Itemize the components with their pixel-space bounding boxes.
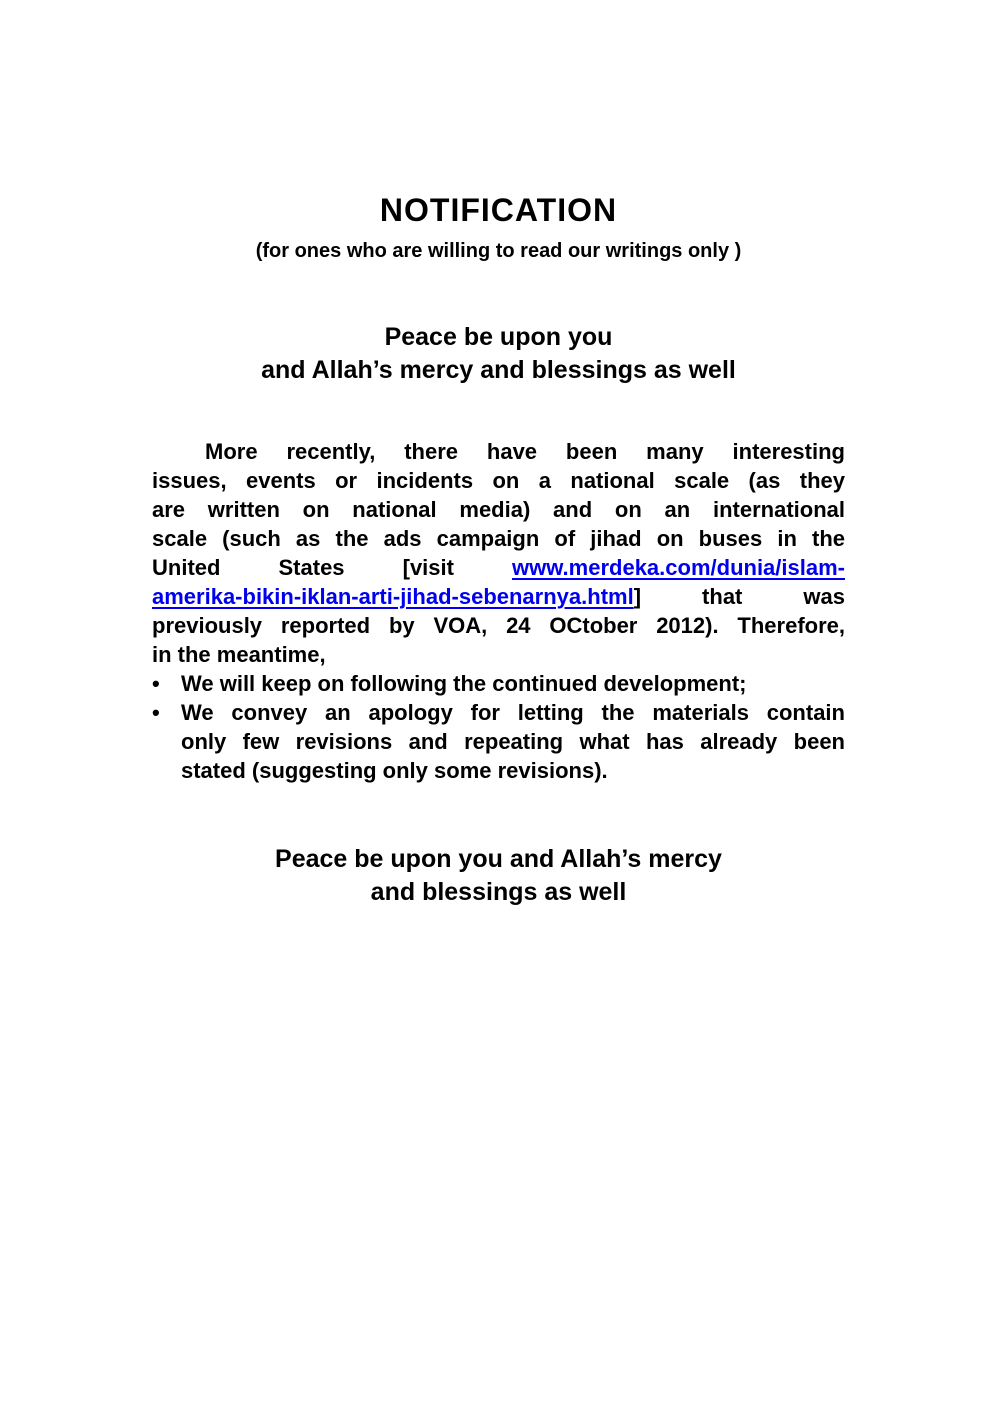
text-column bbox=[152, 192, 845, 909]
merdeka-article-link[interactable]: www.merdeka.com/dunia/islam- bbox=[512, 555, 845, 580]
paragraph-line-text: are written on national media) and on an international bbox=[152, 497, 845, 522]
bullet-icon: • bbox=[152, 671, 160, 696]
bullet-line-text: stated (suggesting only some revisions). bbox=[181, 758, 608, 783]
page-title: NOTIFICATION bbox=[379, 192, 618, 228]
paragraph-line-text: previously reported by VOA, 24 OCtober 2012). Therefore, bbox=[152, 613, 845, 638]
opening-salutation-line-2: and Allah’s mercy and blessings as well bbox=[261, 356, 736, 384]
paragraph-line bbox=[152, 437, 845, 466]
paragraph-line bbox=[152, 582, 845, 611]
closing-salutation bbox=[152, 843, 845, 909]
bullet-list bbox=[152, 669, 845, 785]
paragraph-line-text: issues, events or incidents on a national scale (as they bbox=[152, 468, 845, 493]
bullet-item bbox=[152, 698, 845, 785]
opening-salutation bbox=[152, 321, 845, 387]
bullet-item-content bbox=[181, 698, 845, 785]
paragraph-line-text: More recently, there have been many interesting bbox=[205, 439, 845, 464]
merdeka-article-link[interactable]: amerika-bikin-iklan-arti-jihad-sebenarnya.html bbox=[152, 584, 634, 609]
main-paragraph bbox=[152, 437, 845, 669]
bullet-item-content bbox=[181, 669, 845, 698]
bullet-line-text: We convey an apology for letting the materials contain bbox=[181, 700, 845, 725]
paragraph-line bbox=[152, 524, 845, 553]
bullet-line-text: only few revisions and repeating what has already been bbox=[181, 729, 845, 754]
bullet-icon: • bbox=[152, 700, 160, 725]
paragraph-line-text: scale (such as the ads campaign of jihad on buses in the bbox=[152, 526, 845, 551]
bullet-line bbox=[181, 669, 845, 698]
paragraph-line bbox=[152, 553, 845, 582]
opening-salutation-line-1: Peace be upon you bbox=[384, 323, 613, 351]
closing-salutation-line-2: and blessings as well bbox=[370, 878, 627, 906]
paragraph-line-text: ] that was bbox=[633, 584, 845, 609]
paragraph-line-text: in the meantime, bbox=[152, 642, 326, 667]
paragraph-line-text: United States [visit bbox=[152, 555, 513, 580]
bullet-line bbox=[181, 727, 845, 756]
bullet-line-text: We will keep on following the continued development; bbox=[181, 671, 747, 696]
bullet-line bbox=[181, 698, 845, 727]
closing-salutation-line-1: Peace be upon you and Allah’s mercy bbox=[275, 845, 722, 873]
paragraph-line bbox=[152, 640, 845, 669]
bullet-item bbox=[152, 669, 845, 698]
bullet-line bbox=[181, 756, 845, 785]
page-subtitle: (for ones who are willing to read our writings only ) bbox=[255, 240, 742, 262]
paragraph-line bbox=[152, 611, 845, 640]
paragraph-line bbox=[152, 495, 845, 524]
body-text bbox=[152, 437, 845, 785]
paragraph-line bbox=[152, 466, 845, 495]
